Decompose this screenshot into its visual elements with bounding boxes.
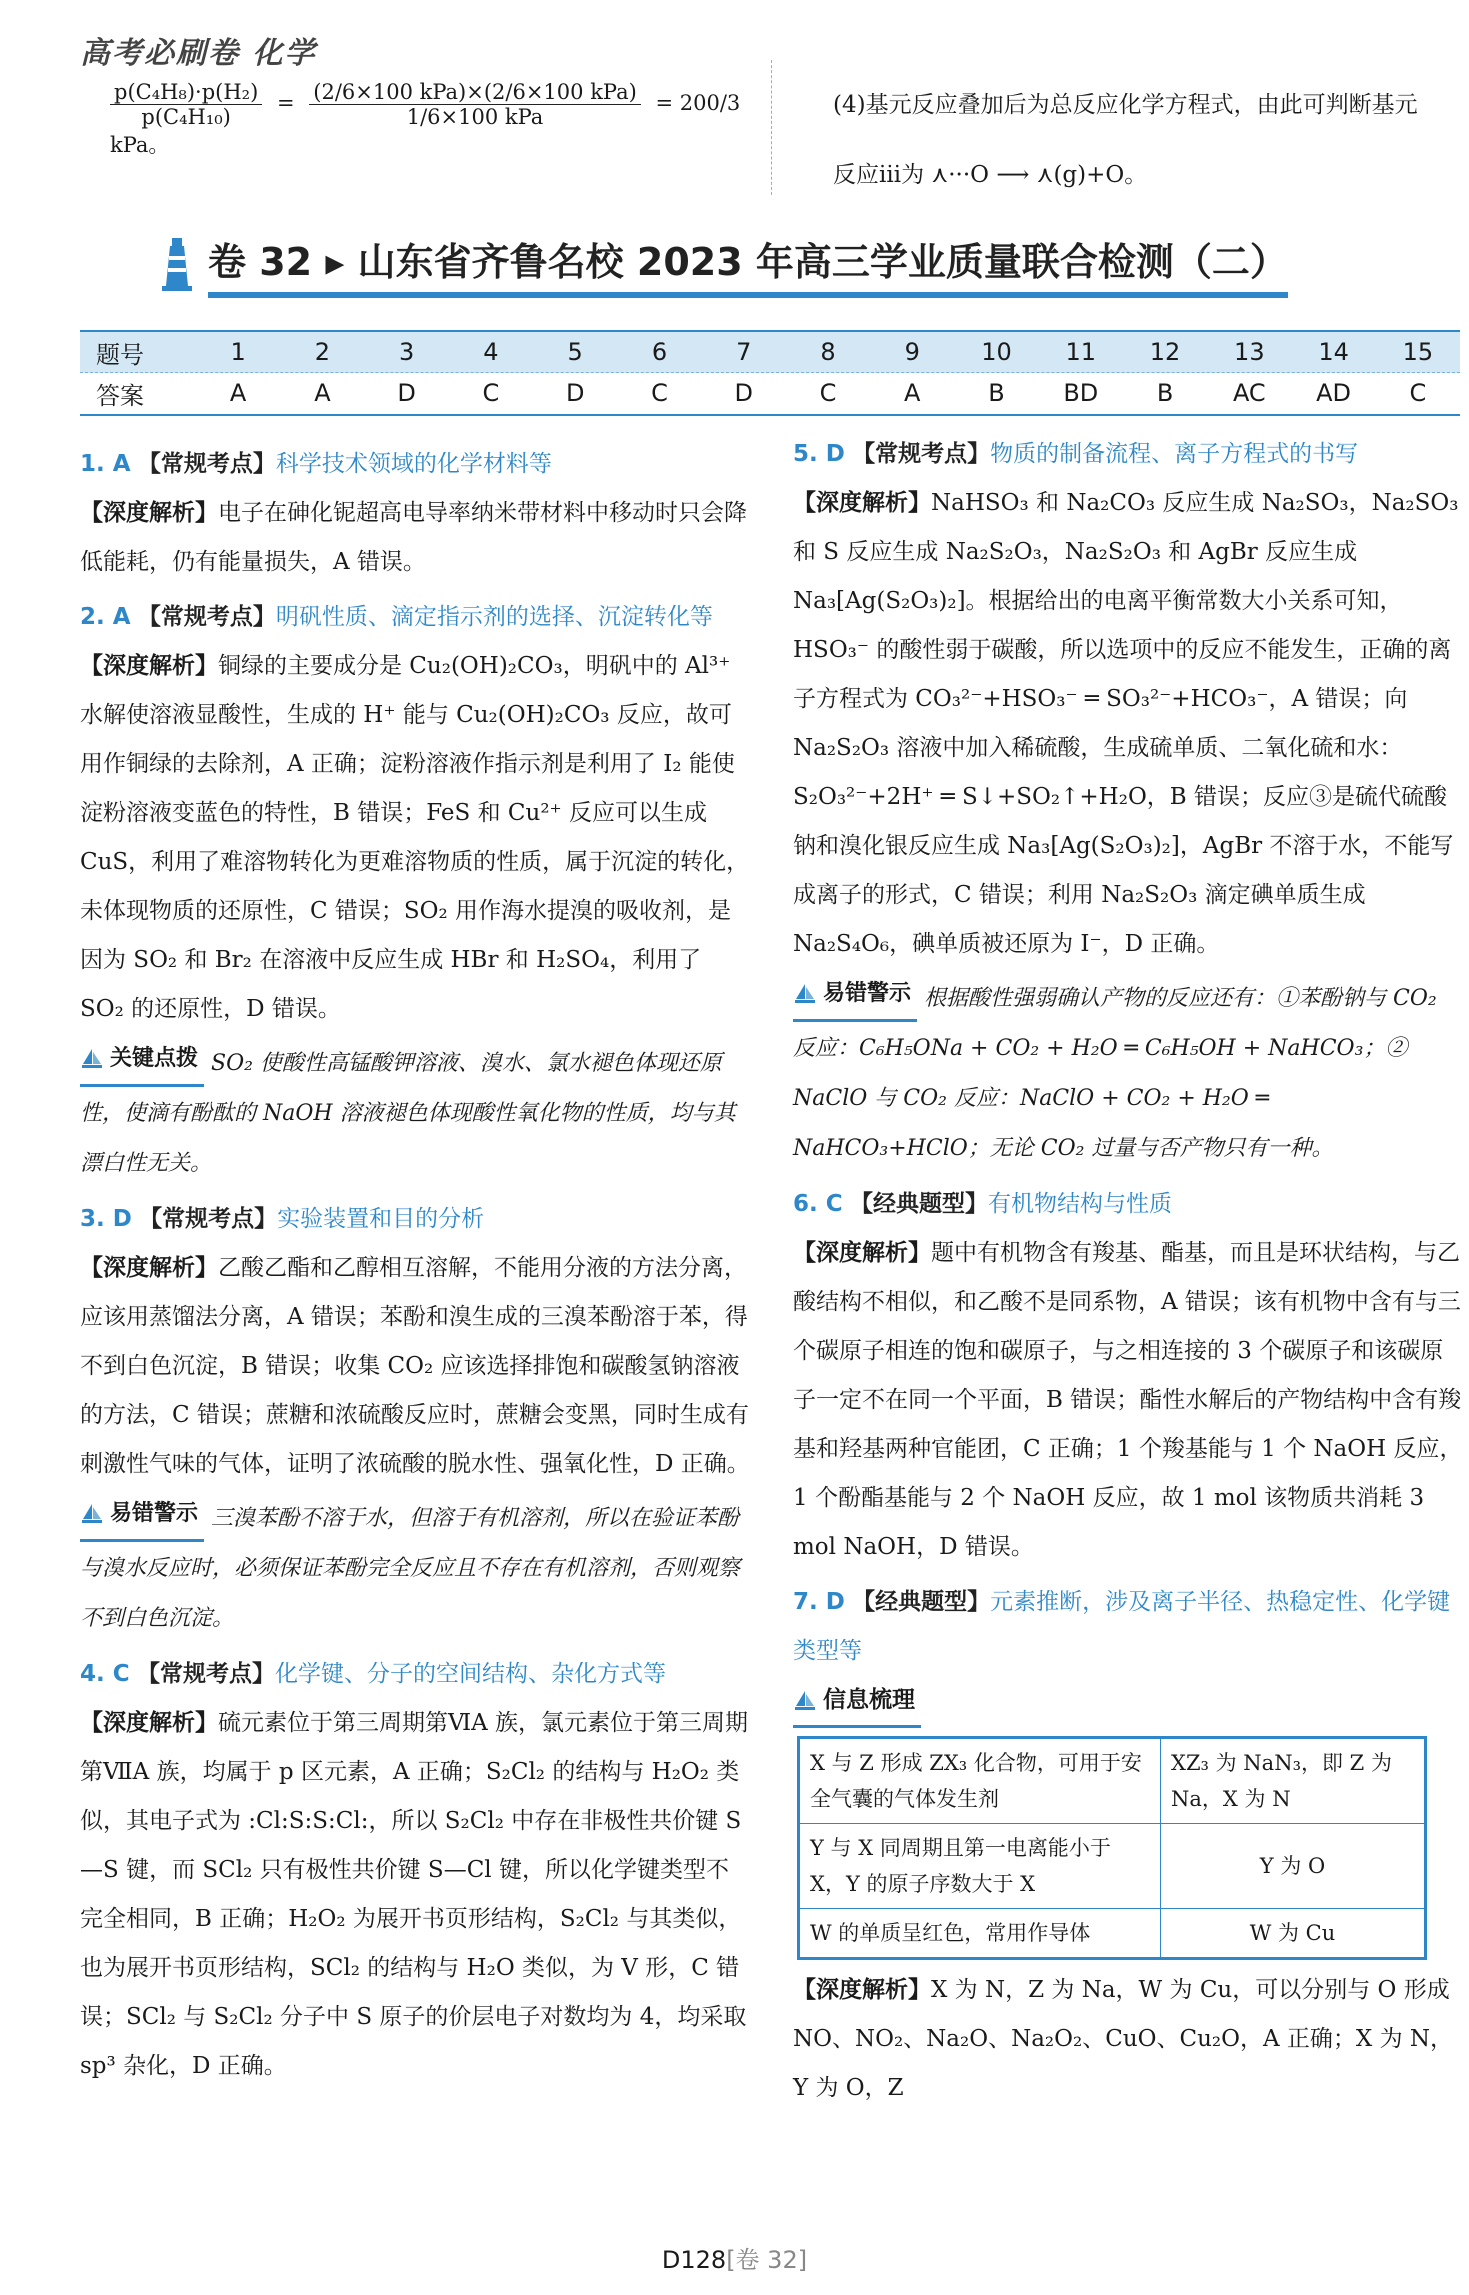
question-analysis	[80, 489, 750, 587]
q-answer: C	[1409, 379, 1427, 407]
question-topic: 化学键、分子的空间结构、杂化方式等	[274, 1661, 666, 1687]
q-number: 4	[483, 338, 499, 366]
prev-line-1: (4)基元反应叠加后为总反应化学方程式，由此可判断基元	[833, 92, 1418, 118]
mid-fraction	[309, 80, 641, 129]
note-tag-label: 信息梳理	[823, 1687, 915, 1713]
note-tag	[80, 1489, 204, 1542]
lhs-fraction	[110, 80, 262, 129]
q-answer: BD	[1063, 379, 1099, 407]
analysis-text: NaHSO₃ 和 Na₂CO₃ 反应生成 Na₂SO₃，Na₂SO₃ 和 S 反应生成 Na₂S₂O₃，Na₂S₂O₃ 和 AgBr 反应生成 Na₃[Ag(S₂O₃)₂]。根据给出的电离平衡常数大小关系可知，HSO₃⁻ 的酸性弱于碳酸，所以选项中的反应不能发生，正确的离子方程式为 CO₃²⁻+HSO₃⁻ ═ SO₃²⁻+HCO₃⁻，A 错误；向 Na₂S₂O₃ 溶液中加入稀硫酸，生成硫单质、二氧化硫和水：S₂O₃²⁻+2H⁺ ═ S↓+SO₂↑+H₂O，B 错误；反应③是硫代硫酸钠和溴化银反应生成 Na₃[Ag(S₂O₃)₂]，AgBr 不溶于水，不能写成离子的形式，C 错误；利用 Na₂S₂O₃ 滴定碘单质生成 Na₂S₄O₆，碘单质被还原为 I⁻，D 正确。	[793, 490, 1459, 957]
page-number: D128	[661, 2246, 727, 2274]
question-topic: 实验装置和目的分析	[277, 1206, 485, 1232]
error-warning-note	[793, 969, 1463, 1174]
question-tag: 【经典题型】	[849, 1191, 988, 1217]
prev-line-2: 反应ⅲ为 ⋏···O ⟶ ⋏(g)+O。	[833, 162, 1148, 188]
table-cell: W 为 Cu	[1161, 1908, 1426, 1958]
question-number: 3. D	[80, 1206, 132, 1232]
table-row	[799, 1908, 1426, 1958]
question-number: 7. D	[793, 1589, 845, 1615]
question-1	[80, 440, 750, 587]
note-tag-label: 易错警示	[110, 1501, 199, 1526]
q-number: 13	[1234, 338, 1265, 366]
analysis-tag: 【深度解析】	[80, 1255, 218, 1281]
question-2	[80, 593, 750, 1189]
note-tag	[793, 969, 917, 1022]
q-answer: A	[229, 379, 247, 407]
note-text: 根据酸性强弱确认产物的反应还有：①苯酚钠与 CO₂ 反应：C₆H₅ONa + CO₂ + H₂O ═ C₆H₅OH + NaHCO₃；② NaClO 与 CO₂ 反应：NaClO + CO₂ + H₂O ═ NaHCO₃+HClO；无论 CO₂ 过量与否产物只有一种。	[793, 986, 1437, 1161]
table-row	[799, 1737, 1426, 1823]
analysis-text: X 为 N，Z 为 Na，W 为 Cu，可以分别与 O 形成 NO、NO₂、Na₂O、Na₂O₂、CuO、Cu₂O，A 正确；X 为 N，Y 为 O，Z	[793, 1976, 1454, 2101]
q-number: 7	[736, 338, 752, 366]
question-header	[793, 1180, 1463, 1229]
info-table	[797, 1736, 1427, 1960]
analysis-tag: 【深度解析】	[80, 500, 218, 526]
question-analysis	[80, 1244, 750, 1489]
sailboat-icon	[793, 1690, 817, 1712]
note-text: 三溴苯酚不溶于水，但溶于有机溶剂，所以在验证苯酚与溴水反应时，必须保证苯酚完全反应且不存在有机溶剂，否则观察不到白色沉淀。	[80, 1506, 741, 1631]
question-topic: 元素推断，涉及离子半径、热稳定性、化学键类型等	[793, 1589, 1451, 1664]
question-analysis	[80, 1699, 750, 2091]
lhs-numerator: p(C₄H₈)·p(H₂)	[110, 80, 262, 105]
question-4	[80, 1650, 750, 2091]
answer-table	[80, 330, 1460, 416]
answer-table-answer-row	[80, 373, 1460, 413]
row-label-number: 题号	[96, 340, 144, 369]
paper-title: 卷 32 ▸ 山东省齐鲁名校 2023 年高三学业质量联合检测（二）	[208, 231, 1288, 298]
question-analysis	[793, 1229, 1463, 1572]
analysis-tag: 【深度解析】	[793, 1976, 931, 2003]
page-footer	[0, 2240, 1469, 2275]
q-answer: AC	[1232, 379, 1266, 407]
q-answer: D	[397, 379, 416, 407]
table-cell: Y 为 O	[1161, 1823, 1426, 1908]
table-cell: XZ₃ 为 NaN₃，即 Z 为 Na，X 为 N	[1161, 1737, 1426, 1823]
question-header	[793, 1578, 1463, 1676]
q-number: 15	[1402, 338, 1434, 366]
question-tag: 【常规考点】	[139, 1206, 278, 1232]
left-column	[80, 440, 750, 2091]
question-analysis	[80, 642, 750, 1034]
q-answer: A	[314, 379, 331, 407]
q-answer: B	[988, 379, 1005, 407]
note-tag-label: 易错警示	[823, 981, 912, 1006]
q-answer: D	[565, 379, 585, 407]
question-6	[793, 1180, 1463, 1572]
question-tag: 【常规考点】	[137, 451, 276, 477]
analysis-tag: 【深度解析】	[793, 490, 931, 516]
question-topic: 物质的制备流程、离子方程式的书写	[990, 441, 1359, 467]
note-tag	[80, 1034, 204, 1087]
sailboat-icon	[80, 1048, 104, 1070]
question-tag: 【常规考点】	[137, 604, 276, 630]
sailboat-icon	[80, 1503, 104, 1525]
paper-title-bar	[160, 228, 1420, 300]
question-topic: 有机物结构与性质	[987, 1191, 1172, 1217]
analysis-text: 电子在砷化铌超高电导率纳米带材料中移动时只会降低能耗，仍有能量损失，A 错误。	[80, 500, 747, 575]
q-answer: C	[482, 379, 500, 407]
formula-result: = 200/3 kPa。	[110, 91, 741, 157]
error-warning-note	[80, 1489, 750, 1644]
q-answer: B	[1156, 379, 1174, 407]
question-header	[80, 1195, 750, 1244]
q-number: 8	[820, 338, 836, 366]
q-number: 5	[567, 338, 583, 366]
right-column	[793, 430, 1463, 2113]
mid-numerator: (2/6×100 kPa)×(2/6×100 kPa)	[309, 80, 641, 105]
q-number: 14	[1318, 338, 1349, 366]
question-number: 6. C	[793, 1191, 843, 1217]
question-header	[80, 440, 750, 489]
equilibrium-formula: $\frac{\text{p(C₄H₈)·p(H₂)}}{\text{p(C₄H₁₀)}}$ = $\frac{\text{(2/6×100 kPa)×(2/6×100 kPa)}}{\text{1/6×100 kPa}}$ = 200/3 kPa。	[110, 80, 741, 157]
key-point-note	[80, 1034, 750, 1189]
book-title: 高考必刷卷 化学	[80, 36, 317, 71]
question-number: 1. A	[80, 451, 131, 477]
question-header	[80, 593, 750, 642]
q-number: 11	[1065, 338, 1097, 366]
question-topic: 科学技术领域的化学材料等	[275, 451, 552, 477]
note-text: SO₂ 使酸性高锰酸钾溶液、溴水、氯水褪色体现还原性，使滴有酚酞的 NaOH 溶液褪色体现酸性氧化物的性质，均与其漂白性无关。	[80, 1051, 736, 1176]
table-cell: X 与 Z 形成 ZX₃ 化合物，可用于安全气囊的气体发生剂	[799, 1737, 1161, 1823]
analysis-tag: 【深度解析】	[793, 1240, 931, 1266]
question-tag: 【常规考点】	[136, 1661, 275, 1687]
analysis-text: 硫元素位于第三周期第ⅥA 族，氯元素位于第三周期第ⅦA 族，均属于 p 区元素，A 正确；S₂Cl₂ 的结构与 H₂O₂ 类似，其电子式为 :Cl:S:S:Cl:，所以 S₂Cl₂ 中存在非极性共价键 S—S 键，而 SCl₂ 只有极性共价键 S—Cl 键，所以化学键类型不完全相同，B 正确；H₂O₂ 为展开书页形结构，S₂Cl₂ 与其类似，也为展开书页形结构，SCl₂ 的结构与 H₂O 类似，为 V 形，C 错误；SCl₂ 与 S₂Cl₂ 分子中 S 原子的价层电子对数均为 4，均采取 sp³ 杂化，D 正确。	[80, 1710, 749, 2079]
question-7	[793, 1578, 1463, 2113]
analysis-tag: 【深度解析】	[80, 1710, 218, 1736]
question-analysis	[793, 1966, 1463, 2113]
analysis-text: 乙酸乙酯和乙醇相互溶解，不能用分液的方法分离，应该用蒸馏法分离，A 错误；苯酚和溴生成的三溴苯酚溶于苯，得不到白色沉淀，B 错误；收集 CO₂ 应该选择排饱和碳酸氢钠溶液的方法，C 错误；蔗糖和浓硫酸反应时，蔗糖会变黑，同时生成有刺激性气味的气体，证明了浓硫酸的脱水性、强氧化性，D 正确。	[80, 1255, 750, 1477]
question-3	[80, 1195, 750, 1644]
table-cell: W 的单质呈红色，常用作导体	[799, 1908, 1161, 1958]
sailboat-icon	[793, 983, 817, 1005]
q-number: 10	[981, 338, 1012, 366]
question-tag: 【常规考点】	[852, 441, 991, 467]
q-answer: C	[651, 379, 668, 407]
note-tag-label: 关键点拨	[110, 1046, 199, 1071]
question-number: 5. D	[793, 441, 845, 467]
q-number: 3	[399, 338, 415, 366]
question-number: 2. A	[80, 604, 131, 630]
q-number: 6	[651, 338, 668, 366]
q-answer: D	[734, 379, 753, 407]
info-sort-heading	[793, 1676, 1463, 1730]
table-cell: Y 与 X 同周期且第一电离能小于 X，Y 的原子序数大于 X	[799, 1823, 1161, 1908]
analysis-text: 铜绿的主要成分是 Cu₂(OH)₂CO₃，明矾中的 Al³⁺ 水解使溶液显酸性，生成的 H⁺ 能与 Cu₂(OH)₂CO₃ 反应，故可用作铜绿的去除剂，A 正确；淀粉溶液作指示剂是利用了 I₂ 能使淀粉溶液变蓝色的特性，B 错误；FeS 和 Cu²⁺ 反应可以生成 CuS，利用了难溶物转化为更难溶物质的性质，属于沉淀的转化，未体现物质的还原性，C 错误；SO₂ 用作海水提溴的吸收剂，是因为 SO₂ 和 Br₂ 在溶液中反应生成 HBr 和 H₂SO₄，利用了 SO₂ 的还原性，D 错误。	[80, 653, 750, 1022]
question-number: 4. C	[80, 1661, 130, 1687]
analysis-text: 题中有机物含有羧基、酯基，而且是环状结构，与乙酸结构不相似，和乙酸不是同系物，A 错误；该有机物中含有与三个碳原子相连的饱和碳原子，与之相连接的 3 个碳原子和该碳原子一定不在同一个平面，B 错误；酯性水解后的产物结构中含有羧基和羟基两种官能团，C 正确；1 个羧基能与 1 个 NaOH 反应，1 个酚酯基能与 2 个 NaOH 反应，故 1 mol 该物质共消耗 3 mol NaOH，D 错误。	[793, 1240, 1463, 1560]
q-answer: A	[904, 379, 921, 407]
question-tag: 【经典题型】	[852, 1589, 991, 1615]
q-number: 2	[314, 338, 331, 366]
volume-label: [卷 32]	[726, 2246, 808, 2274]
question-5	[793, 430, 1463, 1174]
table-row	[799, 1823, 1426, 1908]
column-divider	[771, 60, 772, 195]
question-header	[80, 1650, 750, 1699]
q-number: 1	[230, 338, 246, 366]
prev-answer-tail	[833, 70, 1453, 210]
row-label-answer: 答案	[96, 381, 144, 410]
q-answer: AD	[1316, 379, 1352, 407]
question-analysis	[793, 479, 1463, 969]
lighthouse-icon	[160, 236, 194, 292]
analysis-tag: 【深度解析】	[80, 653, 218, 679]
q-number: 12	[1149, 338, 1181, 366]
question-topic: 明矾性质、滴定指示剂的选择、沉淀转化等	[275, 604, 713, 630]
q-number: 9	[904, 338, 920, 366]
note-tag	[793, 1676, 921, 1728]
q-answer: C	[819, 379, 837, 407]
mid-denominator: 1/6×100 kPa	[406, 105, 544, 129]
answer-table-header-row	[80, 332, 1460, 373]
lhs-denominator: p(C₄H₁₀)	[141, 105, 231, 129]
question-header	[793, 430, 1463, 479]
